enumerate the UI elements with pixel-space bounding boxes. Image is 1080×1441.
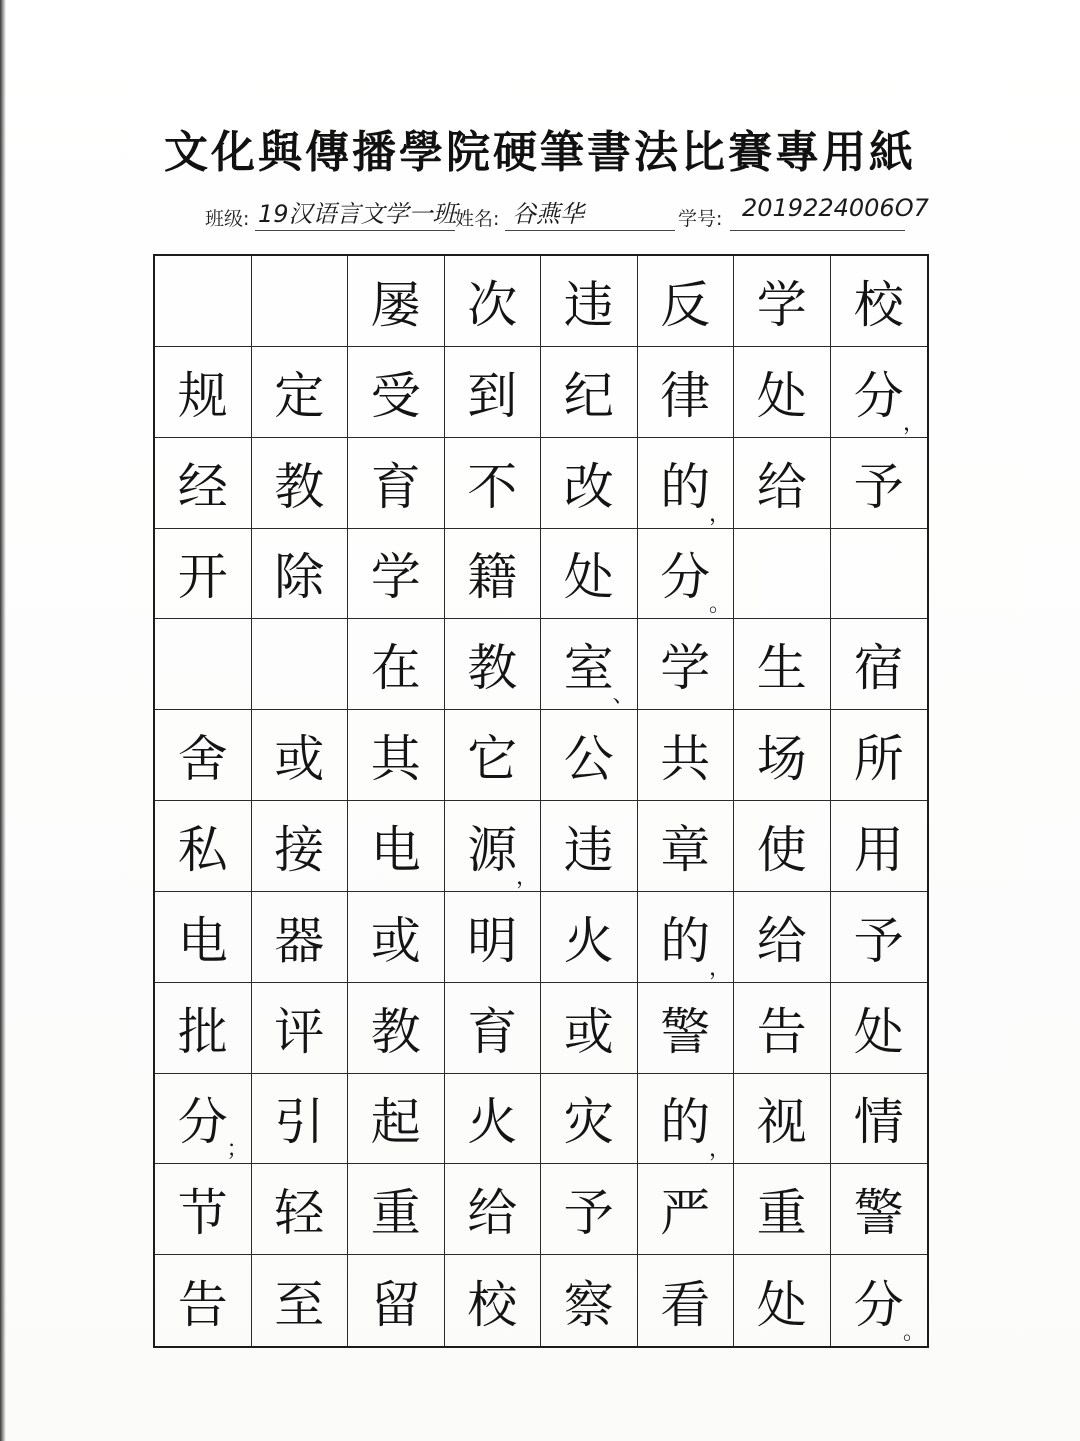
handwritten-character: 予 xyxy=(853,457,904,516)
handwritten-character: 轻 xyxy=(274,1184,325,1243)
grid-cell xyxy=(445,438,542,529)
grid-cell xyxy=(734,983,831,1074)
grid-cell xyxy=(734,1255,831,1346)
grid-cell xyxy=(541,710,638,801)
handwritten-character: 警 xyxy=(853,1184,904,1243)
handwritten-character: 批 xyxy=(177,1002,228,1061)
handwritten-character: 学 xyxy=(660,639,711,698)
handwritten-character: 教 xyxy=(467,639,518,698)
grid-cell xyxy=(445,529,542,620)
handwritten-character: 屡 xyxy=(370,275,421,334)
handwritten-character: 或 xyxy=(370,911,421,970)
handwritten-character: 明 xyxy=(467,911,518,970)
grid-cell xyxy=(348,983,445,1074)
grid-cell xyxy=(541,892,638,983)
grid-cell xyxy=(348,892,445,983)
grid-cell xyxy=(445,619,542,710)
handwritten-character: 籍 xyxy=(467,548,518,607)
handwritten-character: 给 xyxy=(756,911,807,970)
handwritten-character: 私 xyxy=(177,820,228,879)
handwritten-character: 除 xyxy=(274,548,325,607)
handwritten-character: 学 xyxy=(756,275,807,334)
handwritten-character: 的 xyxy=(660,911,711,970)
grid-cell xyxy=(155,710,252,801)
grid-cell xyxy=(638,529,735,620)
grid-cell xyxy=(155,1074,252,1165)
handwritten-character: 处 xyxy=(756,366,807,425)
handwritten-character: 共 xyxy=(660,730,711,789)
grid-cell xyxy=(155,438,252,529)
grid-cell xyxy=(252,801,349,892)
handwritten-character: 分 xyxy=(660,548,711,607)
grid-cell xyxy=(445,347,542,438)
handwritten-character: 定 xyxy=(274,366,325,425)
grid-cell xyxy=(541,529,638,620)
grid-cell xyxy=(252,710,349,801)
handwritten-character: 分 xyxy=(177,1093,228,1152)
handwritten-character: 校 xyxy=(853,275,904,334)
grid-cell xyxy=(252,1074,349,1165)
punctuation-mark: 。 xyxy=(708,592,731,618)
handwritten-character: 教 xyxy=(274,457,325,516)
grid-cell xyxy=(348,1074,445,1165)
handwritten-character: 违 xyxy=(563,820,614,879)
grid-cell xyxy=(445,1164,542,1255)
grid-cell xyxy=(155,347,252,438)
grid-cell xyxy=(638,347,735,438)
page-title: 文化與傳播學院硬筆書法比賽專用紙 xyxy=(164,127,916,178)
handwritten-character: 生 xyxy=(756,639,807,698)
grid-cell xyxy=(155,529,252,620)
grid-cell xyxy=(155,892,252,983)
handwritten-character: 教 xyxy=(370,1002,421,1061)
punctuation-mark: ， xyxy=(902,410,925,436)
grid-cell xyxy=(252,529,349,620)
grid-cell xyxy=(734,1074,831,1165)
grid-cell xyxy=(831,892,928,983)
handwritten-character: 告 xyxy=(756,1002,807,1061)
handwritten-character: 舍 xyxy=(177,730,228,789)
class-label: 班级: xyxy=(205,208,250,230)
grid-cell xyxy=(252,619,349,710)
grid-cell xyxy=(348,347,445,438)
handwritten-character: 引 xyxy=(274,1093,325,1152)
grid-cell xyxy=(638,1164,735,1255)
handwritten-character: 察 xyxy=(563,1275,614,1334)
student-info-row xyxy=(0,192,1080,242)
grid-cell xyxy=(252,256,349,347)
grid-cell xyxy=(541,983,638,1074)
grid-cell xyxy=(541,1074,638,1165)
handwritten-character: 分 xyxy=(853,1275,904,1334)
handwritten-character: 严 xyxy=(660,1184,711,1243)
handwritten-character: 火 xyxy=(467,1093,518,1152)
handwritten-character: 它 xyxy=(467,730,518,789)
handwritten-character: 次 xyxy=(467,275,518,334)
grid-cell xyxy=(638,1255,735,1346)
handwritten-character: 到 xyxy=(467,366,518,425)
handwritten-character: 违 xyxy=(563,275,614,334)
handwritten-character: 予 xyxy=(853,911,904,970)
grid-cell xyxy=(831,529,928,620)
handwritten-character: 留 xyxy=(370,1275,421,1334)
grid-cell xyxy=(734,1164,831,1255)
grid-cell xyxy=(734,892,831,983)
handwritten-character: 公 xyxy=(563,730,614,789)
grid-cell xyxy=(252,438,349,529)
handwritten-character: 处 xyxy=(756,1275,807,1334)
handwritten-character: 章 xyxy=(660,820,711,879)
name-value: 谷燕华 xyxy=(512,200,584,228)
grid-cell xyxy=(541,619,638,710)
handwritten-character: 在 xyxy=(370,639,421,698)
class-underline xyxy=(255,230,455,231)
grid-cell xyxy=(155,801,252,892)
grid-cell xyxy=(445,892,542,983)
handwritten-character: 不 xyxy=(467,457,518,516)
handwritten-character: 视 xyxy=(756,1093,807,1152)
grid-cell xyxy=(252,1255,349,1346)
punctuation-mark: ， xyxy=(708,1137,731,1163)
grid-cell xyxy=(252,892,349,983)
grid-cell xyxy=(638,1074,735,1165)
student-id-label: 学号: xyxy=(678,208,723,230)
grid-cell xyxy=(734,529,831,620)
grid-cell xyxy=(541,256,638,347)
grid-cell xyxy=(831,347,928,438)
handwritten-character: 宿 xyxy=(853,639,904,698)
student-id-value: 2019224006O7 xyxy=(742,194,929,222)
grid-cell xyxy=(734,710,831,801)
handwritten-character: 律 xyxy=(660,366,711,425)
grid-cell xyxy=(348,256,445,347)
punctuation-mark: 、 xyxy=(612,683,635,709)
grid-cell xyxy=(831,619,928,710)
grid-cell xyxy=(252,983,349,1074)
handwritten-character: 育 xyxy=(467,1002,518,1061)
grid-cell xyxy=(638,710,735,801)
handwritten-character: 给 xyxy=(756,457,807,516)
grid-cell xyxy=(155,1164,252,1255)
grid-cell xyxy=(155,983,252,1074)
grid-cell xyxy=(252,1164,349,1255)
grid-cell xyxy=(252,347,349,438)
handwritten-character: 处 xyxy=(853,1002,904,1061)
handwritten-character: 室 xyxy=(563,639,614,698)
writing-grid xyxy=(153,254,929,1348)
grid-cell xyxy=(734,256,831,347)
handwritten-character: 器 xyxy=(274,911,325,970)
handwritten-character: 或 xyxy=(563,1002,614,1061)
handwritten-character: 所 xyxy=(853,730,904,789)
name-underline xyxy=(505,230,675,231)
grid-cell xyxy=(445,1074,542,1165)
grid-cell xyxy=(734,801,831,892)
grid-cell xyxy=(155,619,252,710)
grid-cell xyxy=(734,438,831,529)
grid-cell xyxy=(155,256,252,347)
handwritten-character: 其 xyxy=(370,730,421,789)
grid-cell xyxy=(348,619,445,710)
grid-cell xyxy=(831,1074,928,1165)
name-label: 姓名: xyxy=(455,208,500,230)
handwritten-character: 电 xyxy=(177,911,228,970)
handwritten-character: 的 xyxy=(660,1093,711,1152)
handwritten-character: 学 xyxy=(370,548,421,607)
handwritten-character: 分 xyxy=(853,366,904,425)
grid-cell xyxy=(541,1255,638,1346)
grid-cell xyxy=(831,256,928,347)
handwritten-character: 灾 xyxy=(563,1093,614,1152)
handwritten-character: 至 xyxy=(274,1275,325,1334)
handwritten-character: 使 xyxy=(756,820,807,879)
grid-cell xyxy=(638,438,735,529)
grid-cell xyxy=(445,256,542,347)
handwritten-character: 情 xyxy=(853,1093,904,1152)
handwritten-character: 源 xyxy=(467,820,518,879)
handwritten-character: 评 xyxy=(274,1002,325,1061)
grid-cell xyxy=(734,347,831,438)
handwritten-character: 育 xyxy=(370,457,421,516)
punctuation-mark: ， xyxy=(708,955,731,981)
grid-cell xyxy=(445,801,542,892)
grid-cell xyxy=(348,438,445,529)
handwritten-character: 重 xyxy=(370,1184,421,1243)
grid-cell xyxy=(348,710,445,801)
handwritten-character: 纪 xyxy=(563,366,614,425)
grid-cell xyxy=(638,983,735,1074)
handwritten-character: 用 xyxy=(853,820,904,879)
grid-cell xyxy=(831,1164,928,1255)
grid-cell xyxy=(445,1255,542,1346)
handwritten-character: 处 xyxy=(563,548,614,607)
handwritten-character: 看 xyxy=(660,1275,711,1334)
handwritten-character: 规 xyxy=(177,366,228,425)
handwritten-character: 受 xyxy=(370,366,421,425)
handwritten-character: 起 xyxy=(370,1093,421,1152)
grid-cell xyxy=(155,1255,252,1346)
grid-cell xyxy=(831,710,928,801)
handwritten-character: 给 xyxy=(467,1184,518,1243)
punctuation-mark: ； xyxy=(226,1137,249,1163)
student-id-underline xyxy=(730,230,905,231)
grid-cell xyxy=(541,438,638,529)
punctuation-mark: 。 xyxy=(902,1320,925,1345)
grid-cell xyxy=(348,801,445,892)
handwritten-character: 的 xyxy=(660,457,711,516)
grid-cell xyxy=(541,347,638,438)
grid-cell xyxy=(831,438,928,529)
grid-cell xyxy=(638,801,735,892)
handwritten-character: 校 xyxy=(467,1275,518,1334)
grid-cell xyxy=(348,1255,445,1346)
handwritten-character: 电 xyxy=(370,820,421,879)
grid-cell xyxy=(541,801,638,892)
grid-cell xyxy=(541,1164,638,1255)
grid-cell xyxy=(638,256,735,347)
class-value: 19汉语言文学一班 xyxy=(258,200,457,228)
handwritten-character: 警 xyxy=(660,1002,711,1061)
handwritten-character: 改 xyxy=(563,457,614,516)
handwritten-character: 火 xyxy=(563,911,614,970)
handwritten-character: 告 xyxy=(177,1275,228,1334)
grid-cell xyxy=(348,529,445,620)
grid-cell xyxy=(831,983,928,1074)
grid-cell xyxy=(831,1255,928,1346)
grid-cell xyxy=(831,801,928,892)
handwritten-character: 场 xyxy=(756,730,807,789)
handwritten-character: 或 xyxy=(274,730,325,789)
handwritten-character: 开 xyxy=(177,548,228,607)
grid-cell xyxy=(348,1164,445,1255)
grid-cell xyxy=(445,983,542,1074)
handwritten-character: 重 xyxy=(756,1184,807,1243)
handwritten-character: 节 xyxy=(177,1184,228,1243)
handwritten-character: 接 xyxy=(274,820,325,879)
grid-cell xyxy=(638,892,735,983)
punctuation-mark: ， xyxy=(708,501,731,527)
grid-cell xyxy=(734,619,831,710)
punctuation-mark: ， xyxy=(515,864,538,890)
grid-cell xyxy=(445,710,542,801)
handwritten-character: 反 xyxy=(660,275,711,334)
handwritten-character: 经 xyxy=(177,457,228,516)
grid-cell xyxy=(638,619,735,710)
handwritten-character: 予 xyxy=(563,1184,614,1243)
